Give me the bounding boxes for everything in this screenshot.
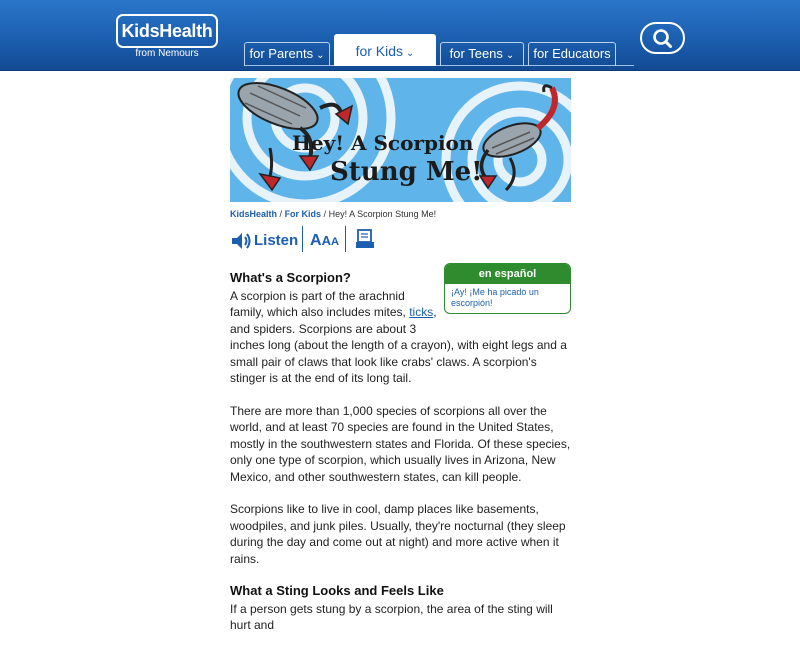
paragraph: There are more than 1,000 species of scorpions all over the world, and at least 70 species are found in the United States, mostly in the southwestern states and Florida. Of these species, only one type of scorpion, which usually lives in Arizona, New Mexico, and other southwestern states, can kill people.	[230, 403, 571, 484]
banner-title-line2: Stung Me!	[330, 157, 483, 187]
logo-subtext: from Nemours	[135, 48, 199, 59]
banner-title-line1: Hey! A Scorpion	[292, 131, 474, 155]
text-size-medium-a: A	[321, 233, 331, 248]
breadcrumb-separator: /	[323, 209, 327, 219]
listen-label: Listen	[254, 232, 299, 249]
print-button[interactable]	[354, 228, 376, 255]
paragraph-text: A scorpion is part of the arachnid family, which also includes mites,	[230, 288, 410, 319]
breadcrumb-link-kidshealth[interactable]: KidsHealth	[230, 209, 278, 219]
breadcrumb-current: Hey! A Scorpion Stung Me!	[328, 209, 437, 219]
text-size-large-a: A	[310, 232, 322, 249]
paragraph: Scorpions like to live in cool, damp places like basements, woodpiles, and junk piles. Usually, they're nocturnal (they sleep during the day and come out at night) and more active when it rains.	[230, 502, 566, 566]
paragraph: If a person gets stung by a scorpion, the area of the sting will hurt and	[230, 601, 553, 632]
speaker-icon	[230, 230, 252, 252]
tab-for-parents[interactable]	[244, 42, 330, 66]
tool-divider	[302, 226, 303, 252]
print-icon	[354, 228, 376, 250]
site-header	[0, 0, 800, 71]
espanol-article-link[interactable]: ¡Ay! ¡Me ha picado un escorpión!	[451, 287, 539, 308]
paragraph	[230, 288, 572, 387]
breadcrumb	[230, 209, 436, 219]
chevron-down-icon: ⌄	[406, 48, 415, 59]
tab-label: for Educators	[533, 46, 611, 61]
paragraph-text: , and spiders. Scorpions are about 3 inches long (about the length of a crayon), with eight legs and a small pair of claws that look like crabs' claws. A scorpion's stinger is at the end of its long tail.	[230, 305, 567, 385]
search-icon	[642, 24, 683, 52]
tab-for-teens[interactable]	[440, 42, 524, 66]
tool-divider	[345, 226, 346, 252]
tab-label: for Teens	[449, 46, 503, 61]
article-banner	[230, 78, 571, 202]
search-button[interactable]	[640, 22, 685, 54]
scorpion-illustration	[230, 78, 571, 202]
ticks-link[interactable]: ticks	[409, 305, 434, 319]
breadcrumb-separator: /	[279, 209, 283, 219]
tab-label: for Parents	[249, 46, 314, 61]
tab-for-educators[interactable]	[528, 42, 616, 66]
listen-button[interactable]	[230, 228, 298, 252]
text-size-button[interactable]	[310, 232, 339, 250]
tab-label: for Kids	[355, 43, 404, 59]
kidshealth-logo[interactable]: KidsHealth	[116, 14, 218, 48]
chevron-down-icon: ⌄	[505, 50, 515, 61]
section-heading: What's a Scorpion?	[230, 270, 351, 285]
article-body	[230, 270, 572, 650]
section-heading: What a Sting Looks and Feels Like	[230, 583, 444, 598]
tab-for-kids[interactable]	[334, 34, 436, 66]
chevron-down-icon: ⌄	[316, 50, 325, 61]
espanol-heading: en español	[445, 264, 570, 284]
breadcrumb-link-for-kids[interactable]: For Kids	[284, 209, 322, 219]
text-size-small-a: A	[330, 236, 339, 248]
